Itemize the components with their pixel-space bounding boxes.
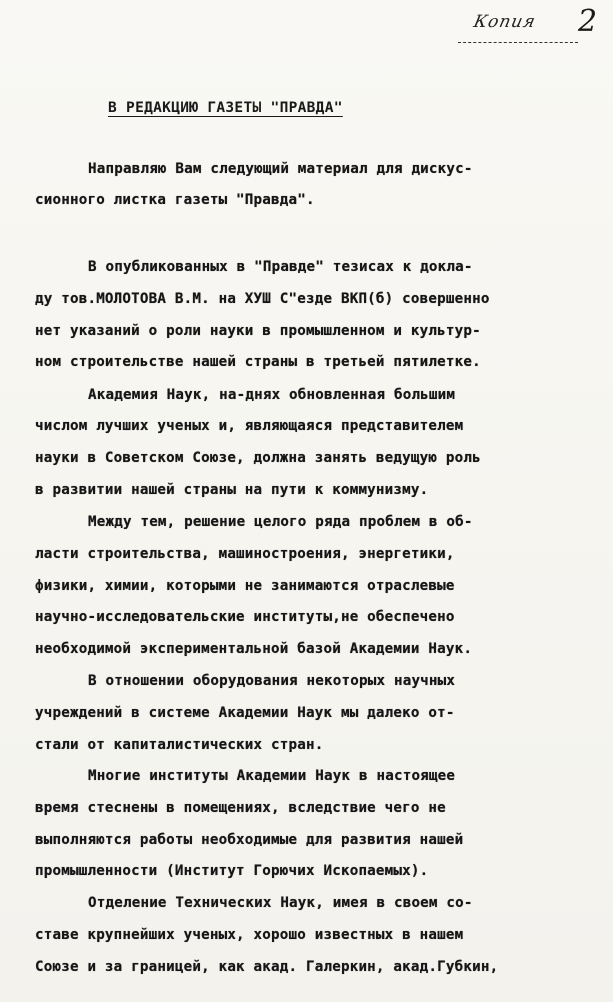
- text-line: ласти строительства, машиностроения, энергетики,: [35, 546, 455, 562]
- text-line: Отделение Технических Наук, имея в своем со-: [88, 895, 473, 911]
- text-line: научно-исследовательские институты,не обеспечено: [35, 609, 455, 625]
- text-line: Академия Наук, на-днях обновленная большим: [88, 387, 456, 403]
- text-line: ном строительстве нашей страны в третьей пятилетке.: [35, 354, 481, 370]
- text-line: В отношении оборудования некоторых научных: [88, 673, 456, 689]
- text-line: нет указаний о роли науки в промышленном и культур-: [35, 323, 481, 339]
- text-line: необходимой экспериментальной базой Академии Наук.: [35, 641, 473, 657]
- copy-mark: [458, 4, 608, 50]
- text-line: стали от капиталистических стран.: [35, 737, 324, 753]
- text-line: Между тем, решение целого ряда проблем в об-: [88, 514, 473, 530]
- text-line: ставе крупнейших ученых, хорошо известных в нашем: [35, 927, 464, 943]
- text-line: науки в Советском Союзе, должна занять ведущую роль: [35, 450, 481, 466]
- text-line: в развитии нашей страны на пути к коммунизму.: [35, 482, 429, 498]
- text-line: сионного листка газеты "Правда".: [35, 192, 315, 208]
- text-line: Направляю Вам следующий материал для дискус-: [88, 161, 473, 177]
- text-line: учреждений в системе Академии Наук мы далеко от-: [35, 705, 455, 721]
- text-line: Союзе и за границей, как акад. Галеркин, акад.Губкин,: [35, 959, 499, 975]
- text-line: промышленности (Институт Горючих Ископаемых).: [35, 863, 429, 879]
- text-line: В опубликованных в "Правде" тезисах к докла-: [88, 259, 473, 275]
- text-line: физики, химии, которыми не занимаются отраслевые: [35, 578, 455, 594]
- text-line: числом лучших ученых и, являющаяся представителем: [35, 418, 464, 434]
- text-line: выполняются работы необходимые для развития нашей: [35, 832, 464, 848]
- text-line: Многие институты Академии Наук в настоящее: [88, 768, 456, 784]
- copy-underline: [458, 42, 578, 44]
- copy-number: 2: [578, 4, 598, 39]
- text-line: время стеснены в помещениях, вследствие чего не: [35, 800, 446, 816]
- copy-label: Копия: [471, 12, 538, 32]
- document-heading: В РЕДАКЦИЮ ГАЗЕТЫ "ПРАВДА": [108, 100, 343, 116]
- text-line: ду тов.МОЛОТОВА В.М. на ХУШ С"езде ВКП(б) совершенно: [35, 291, 490, 307]
